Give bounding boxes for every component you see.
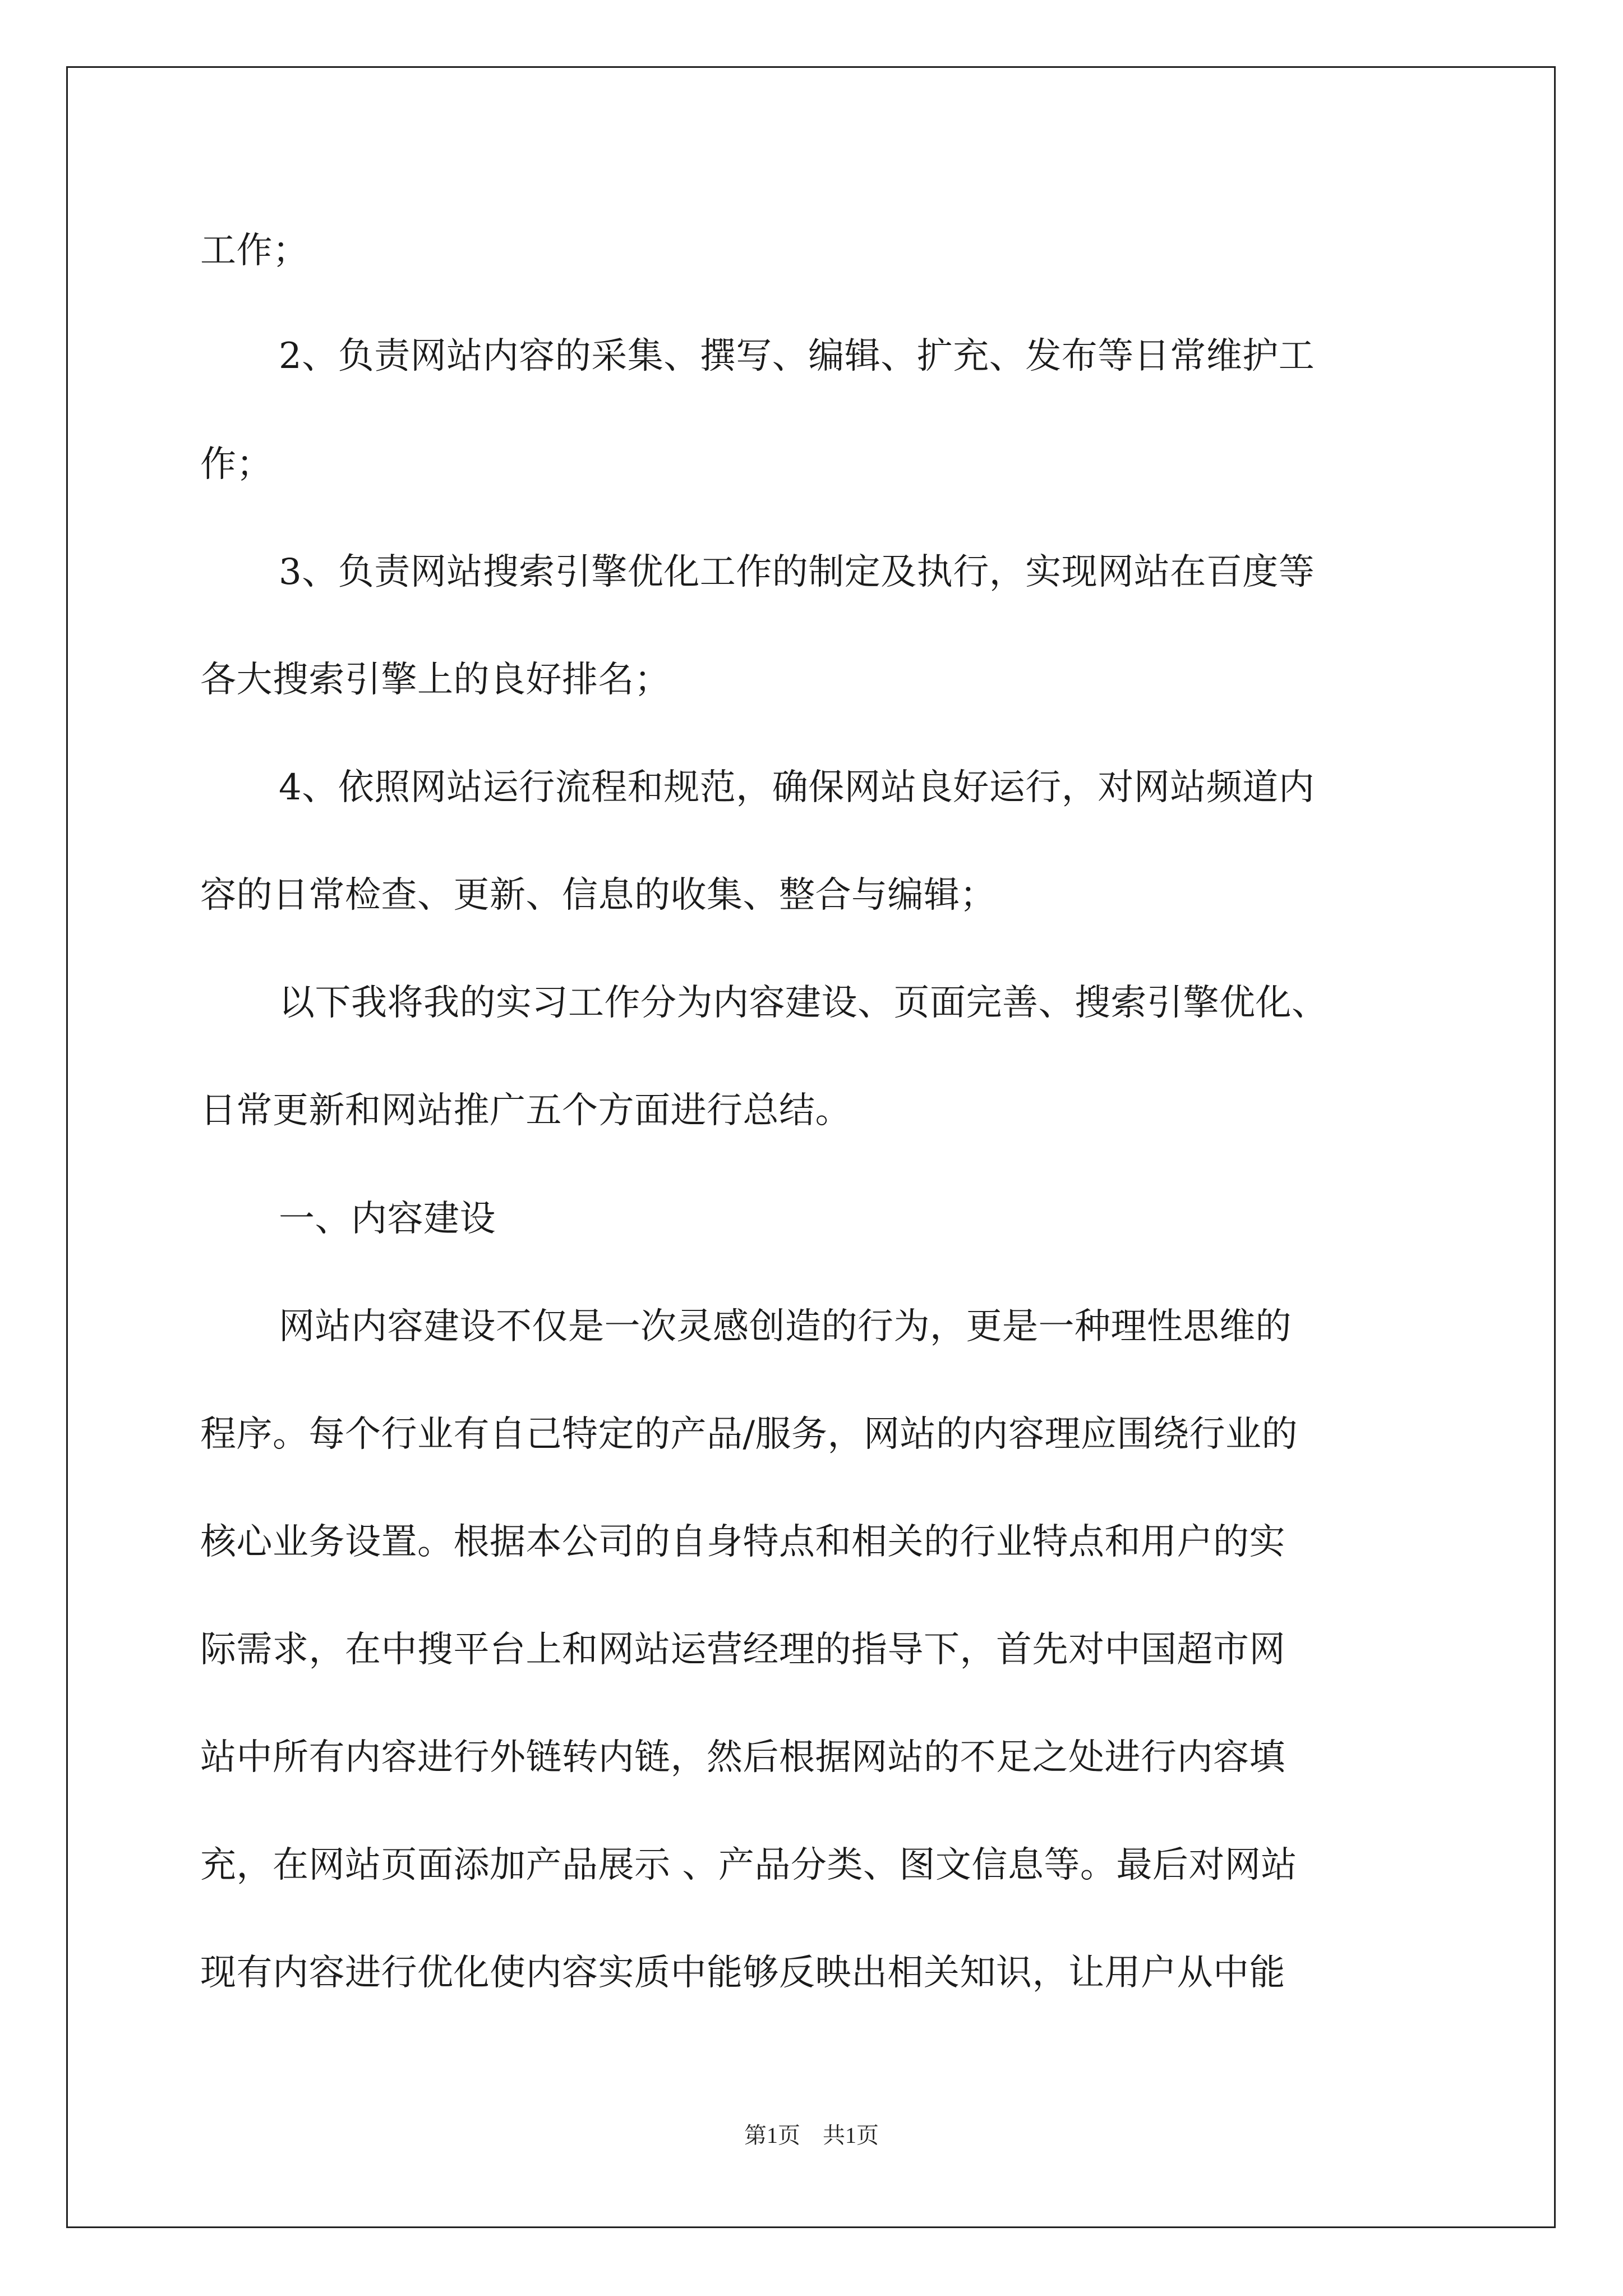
section-heading: 一、内容建设 (279, 1198, 496, 1240)
text-line: 以下我将我的实习工作分为内容建设、页面完善、搜索引擎优化、 (279, 982, 1328, 1024)
text-line: 现有内容进行优化使内容实质中能够反映出相关知识，让用户从中能 (200, 1952, 1285, 1994)
text-line: 充，在网站页面添加产品展示 、产品分类、图文信息等。最后对网站 (200, 1844, 1297, 1886)
text-line: 工作； (200, 230, 309, 272)
text-line: 3、负责网站搜索引擎优化工作的制定及执行，实现网站在百度等 (279, 551, 1315, 593)
text-line: 容的日常检查、更新、信息的收集、整合与编辑； (200, 875, 996, 916)
text-line: 站中所有内容进行外链转内链，然后根据网站的不足之处进行内容填 (200, 1737, 1285, 1778)
page-footer: 第1页 共1页 (744, 2123, 879, 2148)
text-line: 程序。每个行业有自己特定的产品/服务，网站的内容理应围绕行业的 (200, 1414, 1298, 1455)
text-line: 各大搜索引擎上的良好排名； (200, 659, 671, 701)
text-line: 核心业务设置。根据本公司的自身特点和相关的行业特点和用户的实 (200, 1521, 1285, 1563)
page-border (66, 66, 1556, 2228)
text-line: 际需求，在中搜平台上和网站运营经理的指导下，首先对中国超市网 (200, 1629, 1285, 1671)
text-line: 4、依照网站运行流程和规范，确保网站良好运行，对网站频道内 (279, 767, 1315, 808)
text-line: 2、负责网站内容的采集、撰写、编辑、扩充、发布等日常维护工 (279, 335, 1315, 377)
text-line: 作； (200, 444, 273, 485)
text-line: 网站内容建设不仅是一次灵感创造的行为，更是一种理性思维的 (279, 1306, 1292, 1347)
text-line: 日常更新和网站推广五个方面进行总结。 (200, 1090, 851, 1131)
